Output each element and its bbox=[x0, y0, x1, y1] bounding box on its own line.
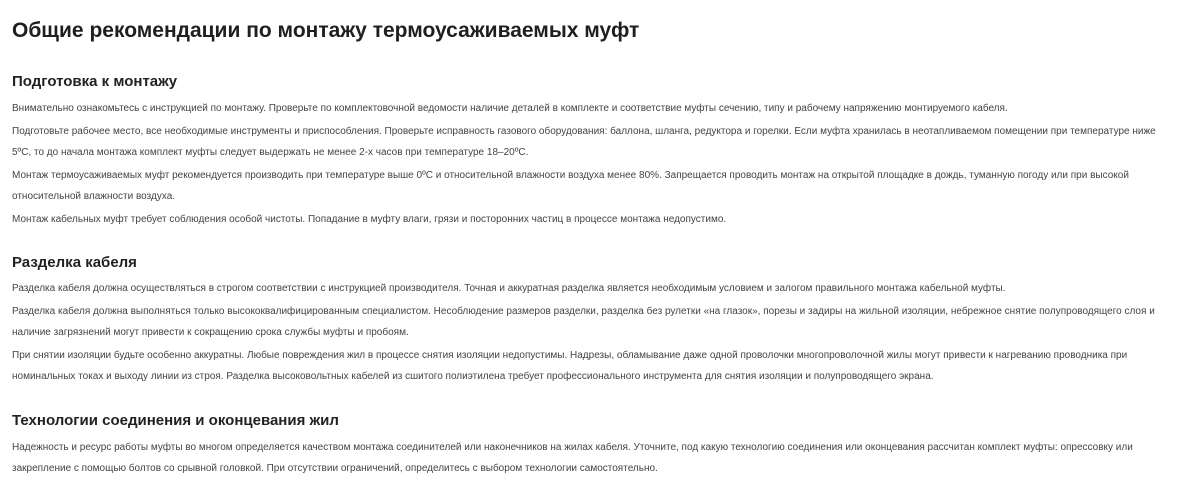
page-title: Общие рекомендации по монтажу термоусаживаемых муфт bbox=[12, 19, 640, 42]
section-heading: Разделка кабеля bbox=[12, 254, 137, 271]
section-preparation bbox=[12, 72, 1170, 230]
paragraph: При снятии изоляции будьте особенно аккуратны. Любые повреждения жил в процессе снятия изоляции недопустимы. Надрезы, обламывание даже одной проволочки многопроволочной жилы могут привести к нагреванию проводника при номинальных токах и выходу линии из строя. Разделка высоковольтных кабелей из сшитого полиэтилена требует профессионального инструмента для снятия изоляции и полупроводящего экрана. bbox=[12, 350, 1128, 382]
paragraph: Монтаж кабельных муфт требует соблюдения особой чистоты. Попадание в муфту влаги, грязи и посторонних частиц в процессе монтажа недопустимо. bbox=[12, 214, 727, 225]
paragraph: Надежность и ресурс работы муфты во многом определяется качеством монтажа соединителей или наконечников на жилах кабеля. Уточните, под какую технологию соединения или оконцевания рассчитан комплект муфты: опрессовку или закрепление с помощью болтов со срывной головкой. При отсутствии ограничений, определитесь с выбором технологии самостоятельно. bbox=[12, 442, 1133, 474]
section-heading: Подготовка к монтажу bbox=[12, 73, 178, 90]
section-connection-technology bbox=[12, 411, 1170, 479]
paragraph: Разделка кабеля должна выполняться только высококвалифицированным специалистом. Несоблюдение размеров разделки, разделка без рулетки «на глазок», порезы и задиры на жильной изоляции, небрежное снятие полупроводящего слоя и наличие загрязнений могут привести к сокращению срока службы муфты и пробоям. bbox=[12, 306, 1155, 338]
paragraph: Разделка кабеля должна осуществляться в строгом соответствии с инструкцией производителя. Точная и аккуратная разделка является необходимым условием и залогом правильного монтажа кабельной муфты. bbox=[12, 283, 1006, 294]
section-heading: Технологии соединения и оконцевания жил bbox=[12, 412, 339, 429]
section-cable-cutting bbox=[12, 253, 1170, 387]
paragraph: Внимательно ознакомьтесь с инструкцией по монтажу. Проверьте по комплектовочной ведомости наличие деталей в комплекте и соответствие муфты сечению, типу и рабочему напряжению монтируемого кабеля. bbox=[12, 103, 1008, 114]
paragraph: Монтаж термоусаживаемых муфт рекомендуется производить при температуре выше 0ºС и относительной влажности воздуха менее 80%. Запрещается проводить монтаж на открытой площадке в дождь, туманную погоду или при высокой относительной влажности воздуха. bbox=[12, 170, 1129, 202]
paragraph: Подготовьте рабочее место, все необходимые инструменты и приспособления. Проверьте исправность газового оборудования: баллона, шланга, редуктора и горелки. Если муфта хранилась в неотапливаемом помещении при температуре ниже 5ºС, то до начала монтажа комплект муфты следует выдержать не менее 2-х часов при температуре 18–20ºС. bbox=[12, 126, 1156, 158]
